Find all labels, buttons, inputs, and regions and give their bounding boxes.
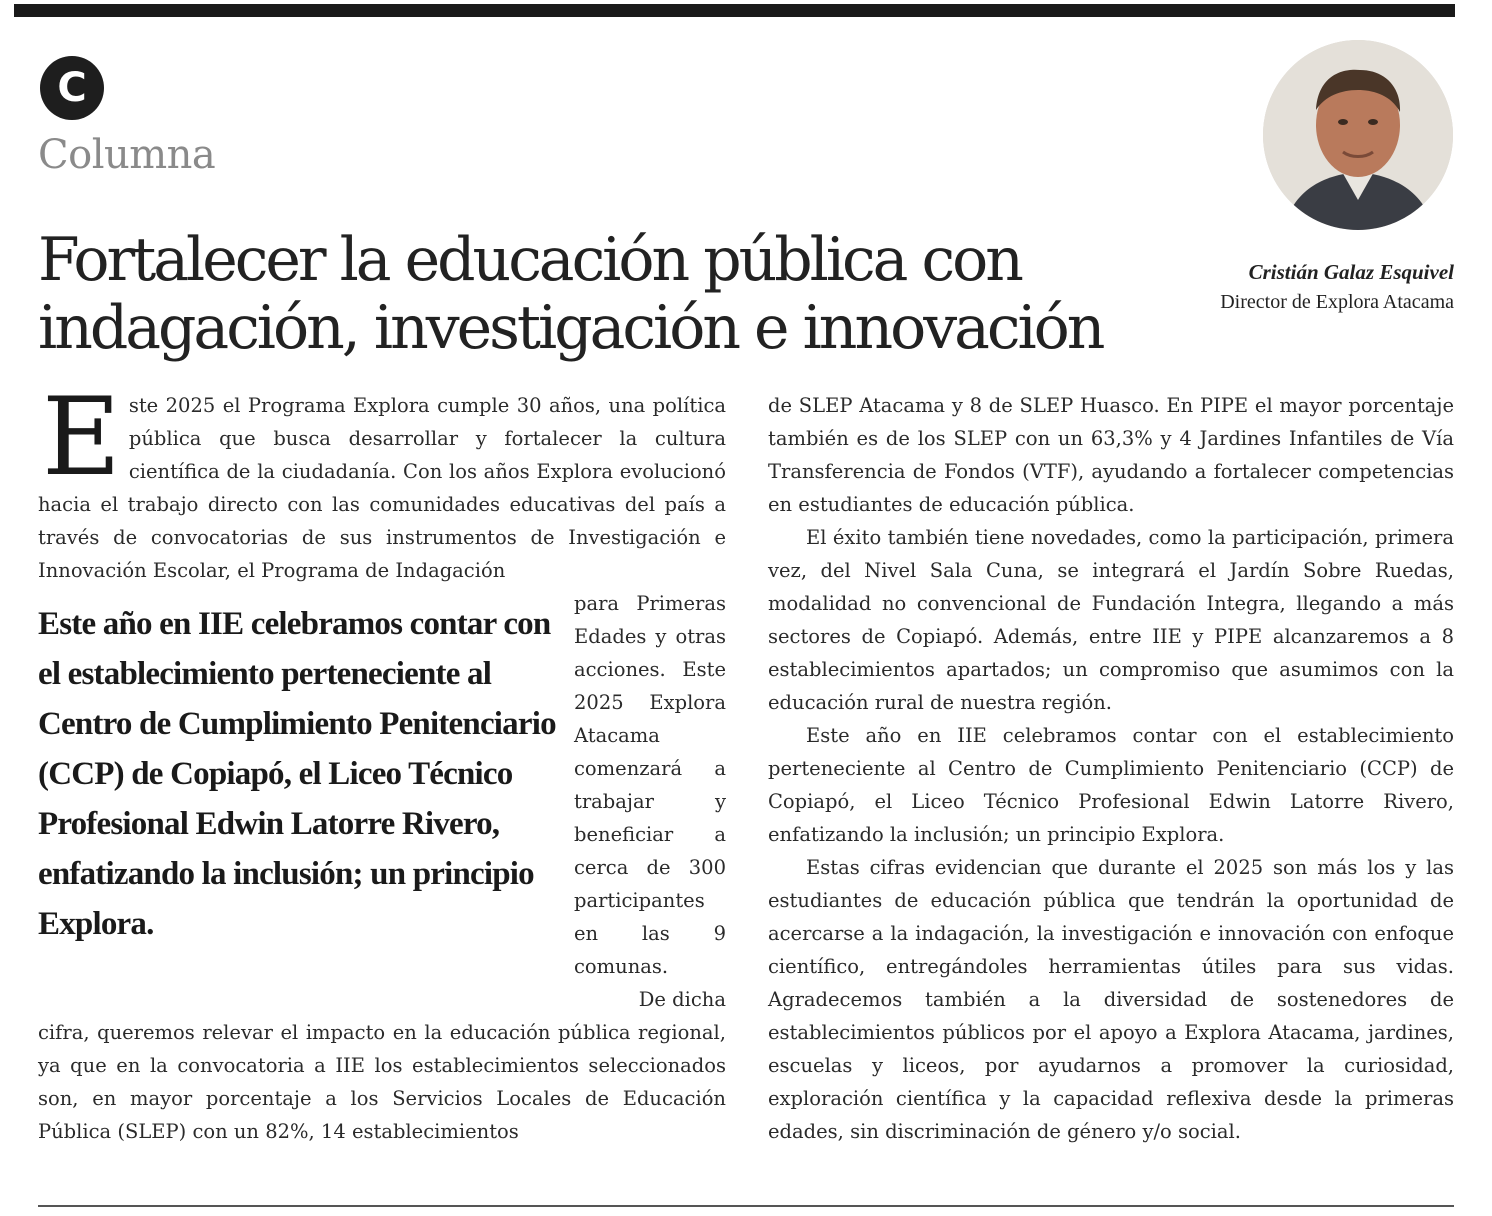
intro-text: ste 2025 el Programa Explora cumple 30 años, una política pública que busca desarrollar y fortalecer la cultura científica de la ciudadanía. Con los años Explora evolucionó hacia el trabajo directo con las comunidades educativas del país a través de convocatorias de sus instrumentos de Investigación e Innovación Escolar, el Programa de Indagación [38,394,726,582]
right-column [768,389,1454,1148]
headline-line-1: Fortalecer la educación pública con [38,225,1021,295]
drop-cap: E [42,375,121,500]
left-column-end: cifra, queremos relevar el impacto en la educación pública regional, ya que en la convocatoria a IIE los establecimientos seleccionados son, en mayor porcentaje a los Servicios Locales de Educación Pública (SLEP) con un 82%, 14 establecimientos [38,1021,726,1143]
pullquote: Este año en IIE celebramos contar con el establecimiento perteneciente al Centro de Cumplimiento Penitenciario (CCP) de Copiapó, el Liceo Técnico Profesional Edwin Latorre Rivero, enfatizando la inclusión; un principio Explora. [38,606,556,942]
author-byline [1220,260,1454,314]
narrow-text: para Primeras Edades y otras acciones. Este 2025 Explora Atacama comenzará a trabajar y beneficiar a cerca de 300 participantes en las 9 comunas. [574,592,726,978]
right-paragraph-2: El éxito también tiene novedades, como la participación, primera vez, del Nivel Sala Cuna, se integrará el Jardín Sobre Ruedas, modalidad no convencional de Fundación Integra, llegando a más sectores de Copiapó. Además, entre IIE y PIPE alcanzaremos a 8 establecimientos apartados; un compromiso que asumimos con la educación rural de nuestra región. [768,526,1454,714]
narrow-tail: De dicha [638,988,726,1011]
bottom-rule [38,1205,1454,1207]
section-badge: C [40,56,104,120]
left-column [38,375,726,1148]
top-rule [14,4,1455,17]
right-paragraph-1: de SLEP Atacama y 8 de SLEP Huasco. En PIPE el mayor porcentaje también es de los SLEP con un 63,3% y 4 Jardines Infantiles de Vía Transferencia de Fondos (VTF), ayudando a fortalecer competencias en estudiantes de educación pública. [768,394,1454,516]
right-paragraph-4: Estas cifras evidencian que durante el 2025 son más los y las estudiantes de educación pública que tendrán la oportunidad de acercarse a la indagación, la investigación e innovación con enfoque científico, entregándoles herramientas útiles para sus vidas. Agradecemos también a la diversidad de sostenedores de establecimientos públicos por el apoyo a Explora Atacama, jardines, escuelas y liceos, por ayudarnos a promover la curiosidad, exploración científica y la capacidad reflexiva desde la primeras edades, sin discriminación de género y/o social. [768,856,1454,1143]
headline-line-2: indagación, investigación e innovación [38,293,1103,363]
author-role: Director de Explora Atacama [1220,291,1454,313]
narrow-column [574,587,726,1016]
author-photo [1263,40,1453,230]
pullquote-row [38,587,726,1016]
author-name: Cristián Galaz Esquivel [1248,260,1454,284]
right-paragraph-3: Este año en IIE celebramos contar con el establecimiento perteneciente al Centro de Cumplimiento Penitenciario (CCP) de Copiapó, el Liceo Técnico Profesional Edwin Latorre Rivero, enfatizando la inclusión; un principio Explora. [768,724,1454,846]
section-label: Columna [38,132,216,178]
headline [38,226,1158,362]
intro-paragraph [38,375,726,587]
